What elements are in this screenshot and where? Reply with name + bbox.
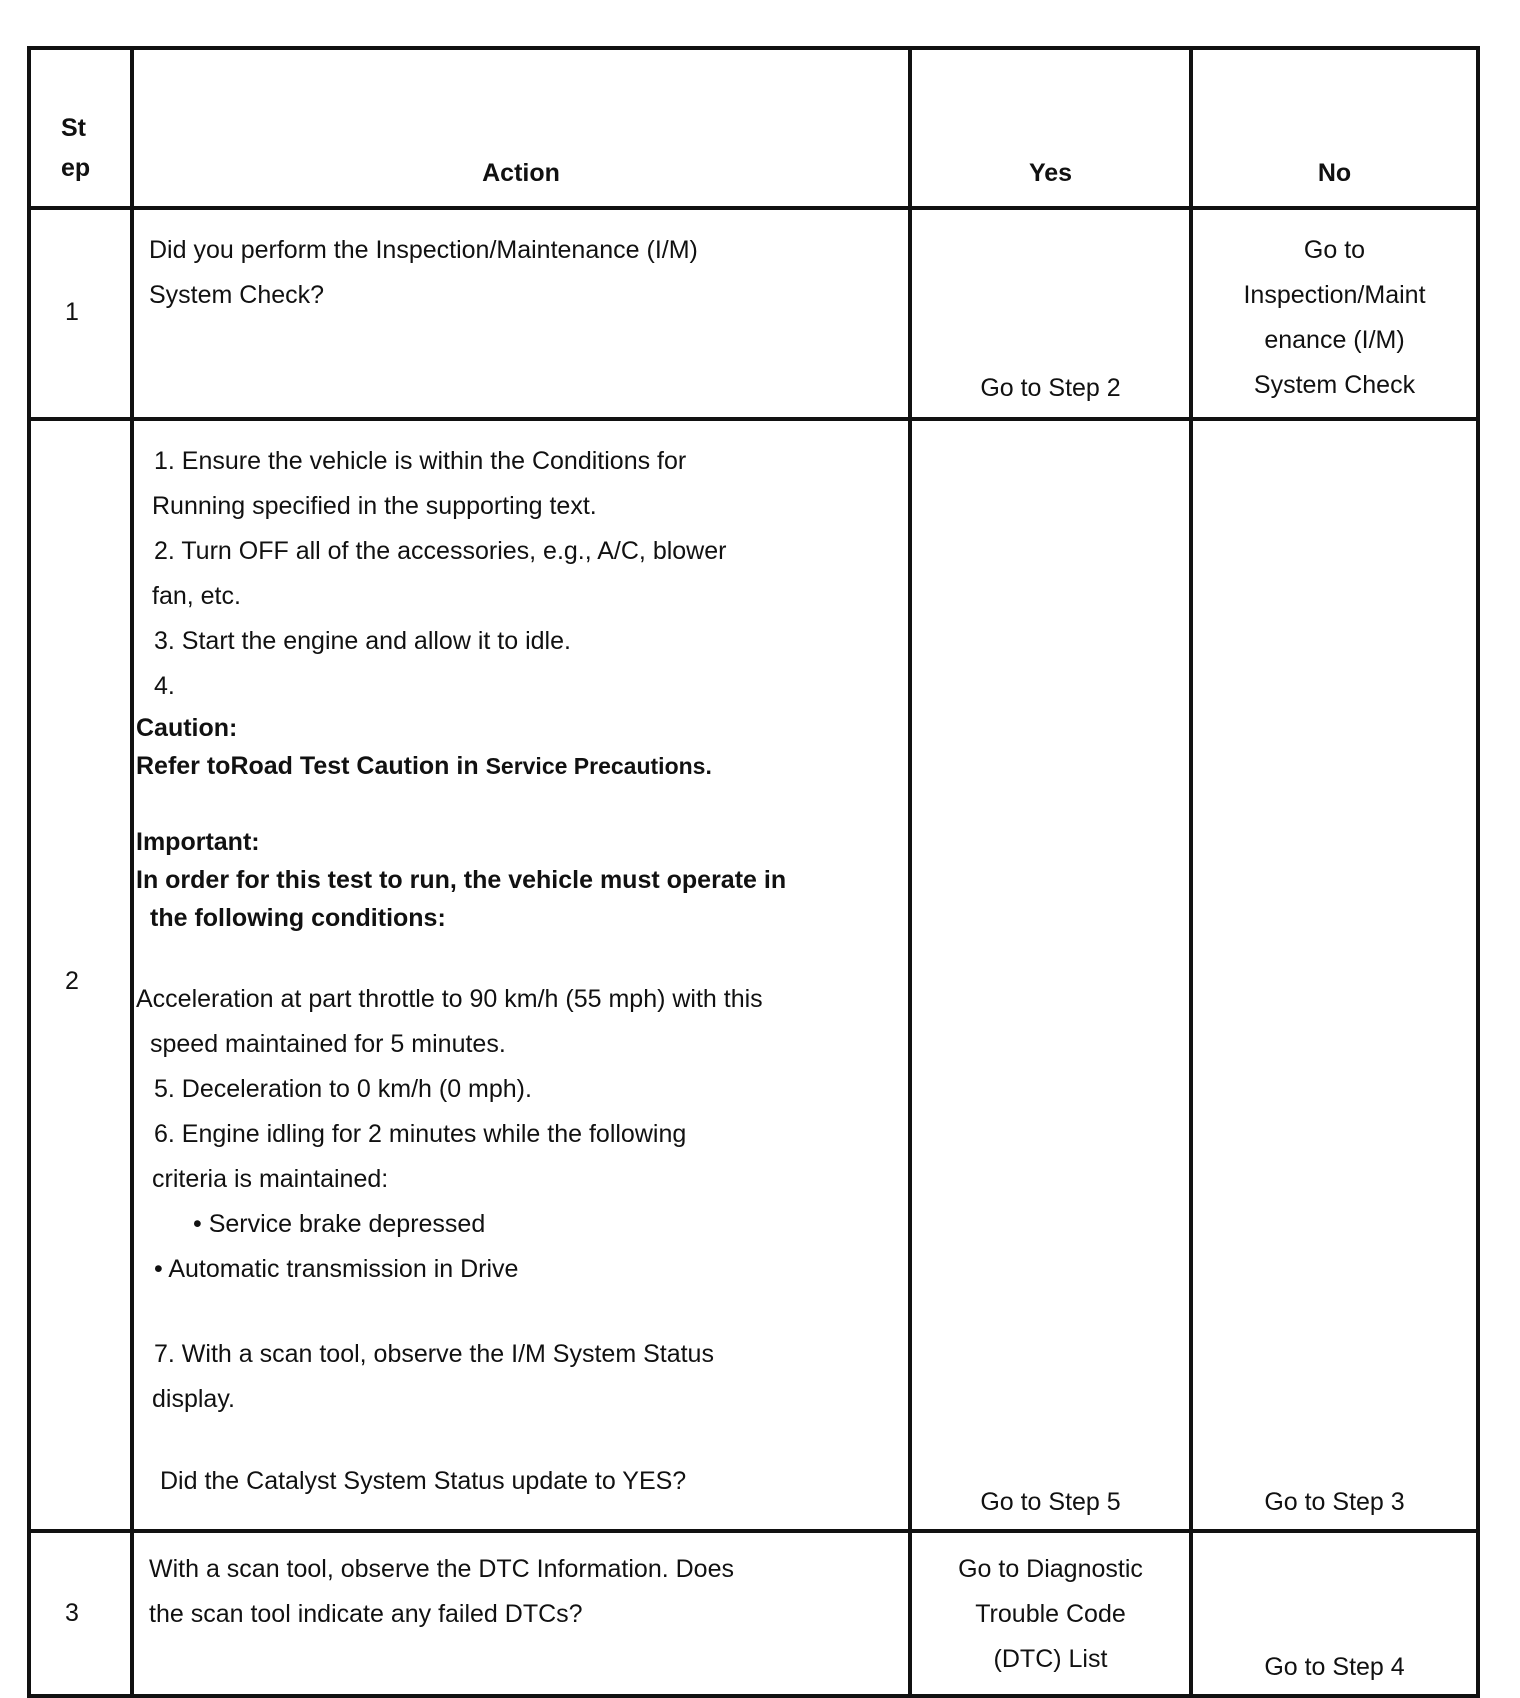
caution-text-part: Refer toRoad Test Caution in	[136, 752, 486, 780]
step-cell	[29, 1531, 132, 1696]
bullet-item: • Automatic transmission in Drive	[154, 1255, 519, 1283]
important-text	[136, 861, 908, 937]
important-label: Important:	[136, 828, 260, 856]
no-link[interactable]: Go to Step 3	[1264, 1488, 1405, 1516]
yes-link[interactable]	[912, 1547, 1189, 1682]
item-line: 4.	[154, 672, 175, 700]
accel-line: Acceleration at part throttle to 90 km/h (55 mph) with this	[136, 985, 763, 1013]
step-item-3	[136, 619, 908, 664]
step-item-6	[136, 1112, 908, 1202]
item-line: fan, etc.	[152, 582, 241, 610]
no-cell	[1191, 419, 1478, 1531]
item-line: 7. With a scan tool, observe the I/M System Status	[154, 1340, 714, 1368]
no-link[interactable]: Go to Step 4	[1264, 1653, 1405, 1681]
item-line: 2. Turn OFF all of the accessories, e.g., A/C, blower	[154, 537, 727, 565]
action-text: Did you perform the Inspection/Maintenance (I/M) System Check?	[149, 236, 698, 309]
no-cell	[1191, 208, 1478, 419]
caution-label: Caution:	[136, 714, 238, 742]
yes-link[interactable]: Go to Step 5	[980, 1488, 1121, 1516]
action-line: the scan tool indicate any failed DTCs?	[149, 1600, 583, 1628]
yes-link-line: Go to Diagnostic	[958, 1555, 1143, 1583]
header-step-label: St ep	[61, 114, 91, 182]
header-action: Action	[132, 48, 910, 208]
no-link-line: enance (I/M)	[1264, 326, 1405, 354]
action-cell	[132, 1531, 910, 1696]
step-cell	[29, 419, 132, 1531]
header-row	[29, 48, 1478, 208]
yes-cell	[910, 1531, 1191, 1696]
step-item-4	[136, 664, 908, 709]
action-cell	[132, 419, 910, 1531]
no-cell	[1191, 1531, 1478, 1696]
step-number: 2	[65, 967, 79, 995]
step-number: 1	[65, 298, 79, 326]
table-row	[29, 208, 1478, 419]
yes-cell	[910, 419, 1191, 1531]
no-link-line: System Check	[1253, 371, 1416, 399]
no-link[interactable]	[1193, 228, 1476, 408]
header-no: No	[1191, 48, 1478, 208]
accel-line: speed maintained for 5 minutes.	[150, 1030, 506, 1058]
action-cell	[132, 208, 910, 419]
important-line: the following conditions:	[150, 904, 446, 932]
step-item-1	[136, 439, 908, 529]
bullet-item: • Service brake depressed	[193, 1210, 486, 1238]
yes-link-line: Trouble Code	[975, 1600, 1126, 1628]
table-row	[29, 1531, 1478, 1696]
item-line: Running specified in the supporting text.	[152, 492, 597, 520]
important-line: In order for this test to run, the vehicle must operate in	[136, 866, 787, 894]
item-line: 1. Ensure the vehicle is within the Conditions for	[154, 447, 687, 475]
caution-text	[136, 747, 908, 785]
action-line: With a scan tool, observe the DTC Information. Does	[149, 1555, 734, 1583]
step-number: 3	[65, 1599, 79, 1627]
item-line: 5. Deceleration to 0 km/h (0 mph).	[154, 1075, 532, 1103]
service-precautions-link[interactable]: Service Precautions.	[485, 753, 712, 779]
action-text	[149, 1547, 908, 1637]
item-line: display.	[152, 1385, 235, 1413]
item-line: 6. Engine idling for 2 minutes while the following	[154, 1120, 687, 1148]
step-item-5	[136, 1067, 908, 1112]
yes-link-line: (DTC) List	[993, 1645, 1108, 1673]
yes-link[interactable]: Go to Step 2	[980, 374, 1121, 402]
no-link-line: Inspection/Maint	[1243, 281, 1426, 309]
item-line: criteria is maintained:	[152, 1165, 389, 1193]
table-row	[29, 419, 1478, 1531]
step-item-2	[136, 529, 908, 619]
item-line: 3. Start the engine and allow it to idle.	[154, 627, 571, 655]
step-cell	[29, 208, 132, 419]
no-link-line: Go to	[1303, 236, 1366, 264]
question-text: Did the Catalyst System Status update to YES?	[160, 1467, 687, 1495]
acceleration-text	[136, 977, 908, 1067]
diagnostic-table	[27, 46, 1480, 1698]
step-item-7	[136, 1332, 908, 1422]
header-step	[29, 48, 132, 208]
yes-cell	[910, 208, 1191, 419]
header-yes: Yes	[910, 48, 1191, 208]
